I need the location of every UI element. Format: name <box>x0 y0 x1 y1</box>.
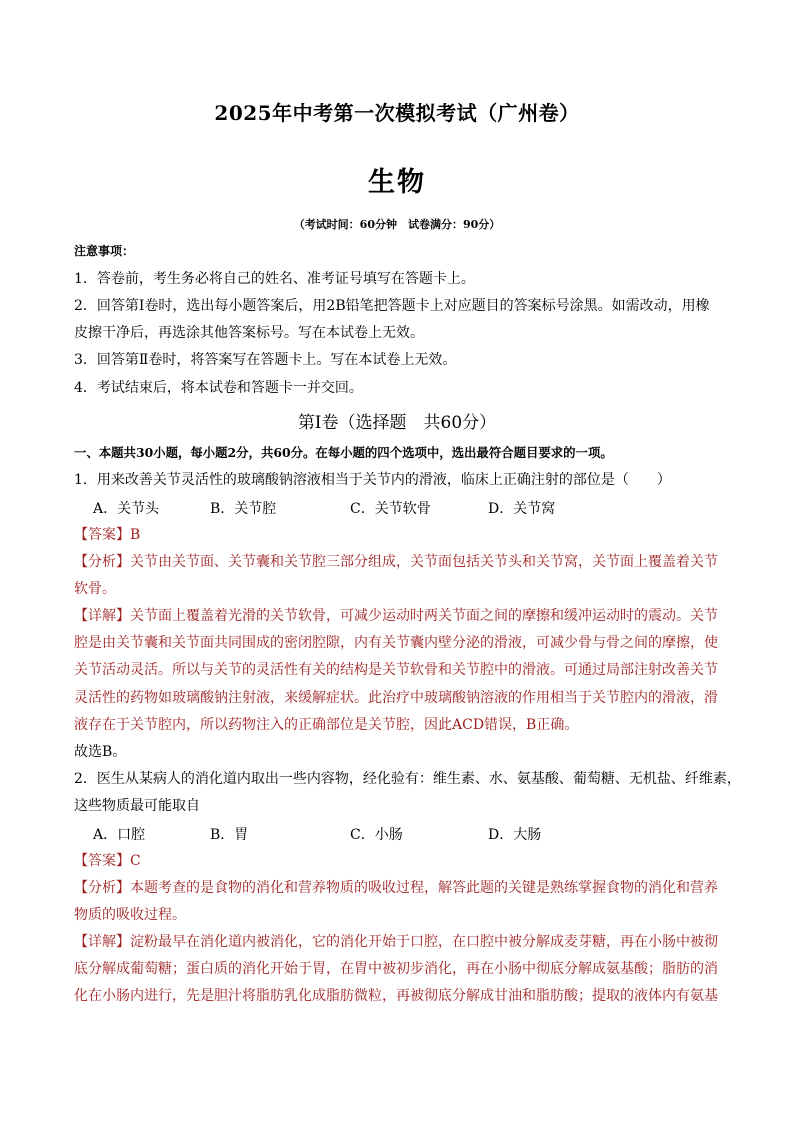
option-a: A．关节头 <box>93 501 160 517</box>
section-instruction: 一、本题共30小题，每小题2分，共60分。在每小题的四个选项中，选出最符合题目要求的一项。 <box>74 445 613 460</box>
option-c: C．小肠 <box>350 827 403 843</box>
option-d: D．关节窝 <box>488 501 556 517</box>
question-stem: 1．用来改善关节灵活性的玻璃酸钠溶液相当于关节内的滑液，临床上正确注射的部位是（ ） <box>74 472 671 488</box>
detail-line: 液存在于关节腔内，所以药物注入的正确部位是关节腔，因此ACD错误，B正确。 <box>74 717 579 733</box>
note-line: 皮擦干净后，再选涂其他答案标号。写在本试卷上无效。 <box>74 325 424 341</box>
subject-title: 生物 <box>368 167 426 198</box>
question-stem: 这些物质最可能取自 <box>74 798 200 814</box>
detail-line: 【详解】淀粉最早在消化道内被消化，它的消化开始于口腔，在口腔中被分解成麦芽糖，再在小肠中被彻 <box>74 934 718 950</box>
note-line: 1．答卷前，考生务必将自己的姓名、准考证号填写在答题卡上。 <box>74 271 475 287</box>
note-line: 2．回答第Ⅰ卷时，选出每小题答案后，用2B铅笔把答题卡上对应题目的答案标号涂黑。如需改动，用橡 <box>74 298 710 314</box>
detail-line: 【详解】关节面上覆盖着光滑的关节软骨，可减少运动时两关节面之间的摩擦和缓冲运动时的震动。关节 <box>74 608 718 624</box>
option-b: B．胃 <box>210 827 249 843</box>
option-a: A．口腔 <box>93 827 146 843</box>
conclusion-line: 故选B。 <box>74 744 127 760</box>
note-line: 4．考试结束后，将本试卷和答题卡一并交回。 <box>74 380 363 396</box>
detail-line: 关节活动灵活。所以与关节的灵活性有关的结构是关节软骨和关节腔中的滑液。可通过局部注射改善关节 <box>74 662 718 678</box>
exam-info: （考试时间：60分钟 试卷满分：90分） <box>293 218 501 231</box>
analysis-line: 软骨。 <box>74 581 116 597</box>
analysis-line: 物质的吸收过程。 <box>74 907 186 923</box>
option-c: C．关节软骨 <box>350 501 431 517</box>
detail-line: 腔是由关节囊和关节面共同围成的密闭腔隙，内有关节囊内壁分泌的滑液，可减少骨与骨之间的摩擦，使 <box>74 635 718 651</box>
note-line: 3．回答第Ⅱ卷时，将答案写在答题卡上。写在本试卷上无效。 <box>74 352 457 368</box>
analysis-line: 【分析】本题考查的是食物的消化和营养物质的吸收过程，解答此题的关键是熟练掌握食物的消化和营养 <box>74 880 718 896</box>
option-d: D．大肠 <box>488 827 542 843</box>
detail-line: 灵活性的药物如玻璃酸钠注射液，来缓解症状。此治疗中玻璃酸钠溶液的作用相当于关节腔内的滑液，滑 <box>74 690 718 706</box>
section-title: 第Ⅰ卷（选择题 共60分） <box>297 413 497 433</box>
detail-line: 底分解成葡萄糖；蛋白质的消化开始于胃，在胃中被初步消化，再在小肠中彻底分解成氨基酸；脂肪的消 <box>74 961 718 977</box>
detail-line: 化在小肠内进行，先是胆汁将脂肪乳化成脂肪微粒，再被彻底分解成甘油和脂肪酸；提取的液体内有氨基 <box>74 988 718 1004</box>
notes-heading: 注意事项： <box>74 244 135 258</box>
analysis-line: 【分析】关节由关节面、关节囊和关节腔三部分组成，关节面包括关节头和关节窝，关节面上覆盖着关节 <box>74 554 718 570</box>
answer-line: 【答案】B <box>74 527 141 543</box>
question-stem: 2．医生从某病人的消化道内取出一些内容物，经化验有：维生素、水、氨基酸、葡萄糖、无机盐、纤维素， <box>74 771 741 787</box>
exam-title: 2025年中考第一次模拟考试（广州卷） <box>214 101 580 125</box>
option-b: B．关节腔 <box>210 501 277 517</box>
answer-line: 【答案】C <box>74 853 141 869</box>
